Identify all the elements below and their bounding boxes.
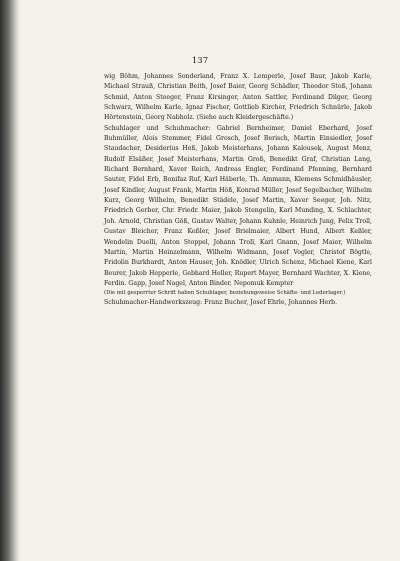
page-content xyxy=(104,72,372,308)
section-werkzeug xyxy=(104,298,372,308)
section-text-werkzeug: Franz Bucher, Josef Ehrle, Johannes Herb. xyxy=(204,298,338,306)
section-heading-schuhlager: Schuhlager und Schuhmacher: xyxy=(104,124,211,132)
continuation-paragraph: wig Böhm, Johannes Sonderland, Franz X. Lemperle, Josef Baur, Jakob Karle, Michael Strauß, Christian Beith, Josef Baier, Georg Schädler, Theodor Stoß, Johann Schmid, Anton Steeger, Franz Kirsinger, Anton Sattler, Ferdinand Dilger, Georg Schwarz, Wilhelm Karle, Ignaz Fischer, Gottlieb Kircher, Friedrich Schnürle, Jakob Hörtenstein, Georg Nabholz. (Siehe auch Kleidergeschäfte.) xyxy=(104,73,372,122)
page-number: 137 xyxy=(191,56,209,66)
section-heading-werkzeug: Schuhmacher-Handwerkszeug: xyxy=(104,298,203,306)
section-schuhlager xyxy=(104,124,372,290)
binding-gutter xyxy=(0,0,20,561)
section-text-schuhlager: Gabriel Bernheimer, Daniel Eberhard, Josef Buhmüller, Alois Stemmer, Fidel Grosch, Josef Berisch, Martin Einsiedler, Josef Staudacher, Desiderius Heß, Jakob Meisterhans, Johann Kalousek, August Menz, Rudolf Elsäßer, Josef Meisterhans, Martin Groß, Benedikt Graf, Christian Lang, Richard Bernhard, Xaver Reich, Andreas Engler, Ferdinand Pfenning, Bernhard Sauter, Fidel Erb, Bonifaz Ruf, Karl Häberle, Th. Ammann, Klemens Schmidhäusler, Josef Kindler, August Frank, Martin Höß, Konrad Müller, Josef Segelbacher, Wilhelm Kurz, Georg Wilhelm, Benedikt Städele, Josef Martin, Xaver Seeger, Joh. Nitz, Friedrich Gerber, Chr. Friedr. Maier, Jakob Stengelin, Karl Munding, X. Schlachter, Joh. Arnold, Christian Göß, Gustav Walter, Johann Kuhnle, Heinrich Jung, Felix Troll, Gustav Bleicher, Franz Keßler, Josef Brielmaier, Albert Hund, Albert Keßler, Wendelin Duelli, Anton Stoppel, Johann Troll, Karl Gnann, Josef Maier, Wilhelm Martin, Martin Heinzelmann, Wilhelm Widmann, Josef Vogler, Christof Bögtle, Fridolin Burkhardt, Anton Hauser, Joh. Knödler, Ulrich Schenz, Michael Kiene, Karl Beurer, Jakob Hepperle, Gebhard Heller, Rupert Mayer, Bernhard Wachter, X. Kiene, Ferdin. Gapp, Josef Nagel, Anton Binder, Nepomuk Kempter xyxy=(104,124,372,287)
footnote: (Die mit gesperrter Schrift haben Schuhlager, beziehungsweise Schäfte- und Lederlager.) xyxy=(104,290,346,297)
